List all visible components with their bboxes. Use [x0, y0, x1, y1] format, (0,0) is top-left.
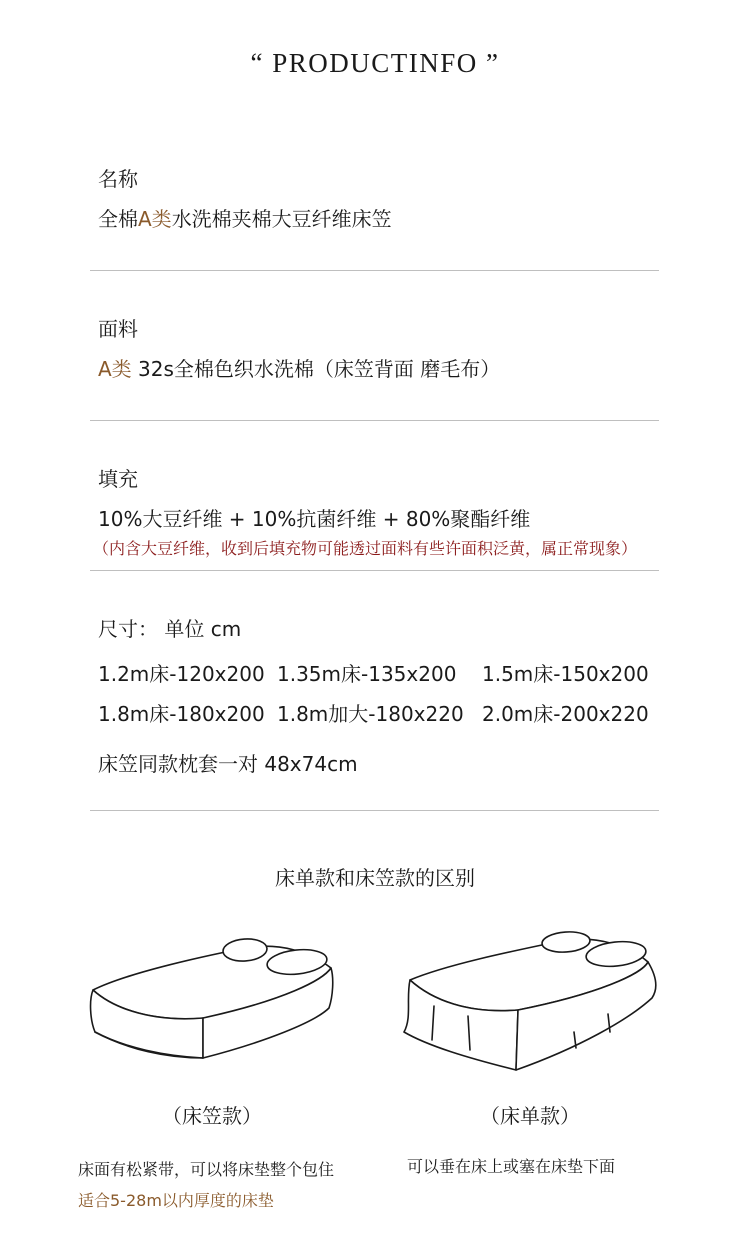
size-label: 尺寸： 单位 cm — [98, 617, 242, 641]
name-value — [98, 203, 392, 232]
filling-value: 10%大豆纤维 + 10%抗菌纤维 + 80%聚酯纤维 — [98, 507, 531, 531]
fabric-value-accent: A类 — [98, 357, 132, 381]
pillow-info: 床笠同款枕套一对 48x74cm — [98, 752, 358, 776]
name-label: 名称 — [98, 167, 138, 191]
size-cell: 1.8m加大-180x220 — [277, 702, 464, 726]
page-title: “ PRODUCTINFO ” — [250, 48, 500, 78]
divider — [90, 810, 659, 811]
size-cell: 1.35m床-135x200 — [277, 662, 457, 686]
comparison-title: 床单款和床笠款的区别 — [275, 866, 475, 890]
fabric-value — [98, 353, 500, 382]
size-cell: 1.2m床-120x200 — [98, 662, 265, 686]
fitted-desc-line2: 适合5-28m以内厚度的床垫 — [78, 1191, 274, 1210]
name-value-accent: A类 — [138, 207, 172, 231]
name-value-pre: 全棉 — [98, 207, 138, 231]
flat-caption: （床单款） — [480, 1104, 580, 1128]
divider — [90, 570, 659, 571]
name-value-post: 水洗棉夹棉大豆纤维床笠 — [171, 207, 392, 231]
fabric-value-post: 32s全棉色织水洗棉（床笠背面 磨毛布） — [131, 357, 501, 381]
fitted-sheet-bed-icon — [85, 930, 340, 1075]
size-cell: 1.5m床-150x200 — [482, 662, 649, 686]
size-cell: 2.0m床-200x220 — [482, 702, 649, 726]
fitted-caption: （床笠款） — [162, 1104, 262, 1128]
flat-sheet-bed-icon — [398, 928, 660, 1083]
filling-note: （内含大豆纤维，收到后填充物可能透过面料有些许面积泛黄，属正常现象） — [93, 539, 638, 558]
divider — [90, 420, 659, 421]
size-cell: 1.8m床-180x200 — [98, 702, 265, 726]
divider — [90, 270, 659, 271]
fabric-label: 面料 — [98, 317, 138, 341]
fitted-desc-line1: 床面有松紧带，可以将床垫整个包住 — [78, 1160, 335, 1179]
flat-desc-line1: 可以垂在床上或塞在床垫下面 — [407, 1157, 616, 1176]
filling-label: 填充 — [98, 467, 138, 491]
